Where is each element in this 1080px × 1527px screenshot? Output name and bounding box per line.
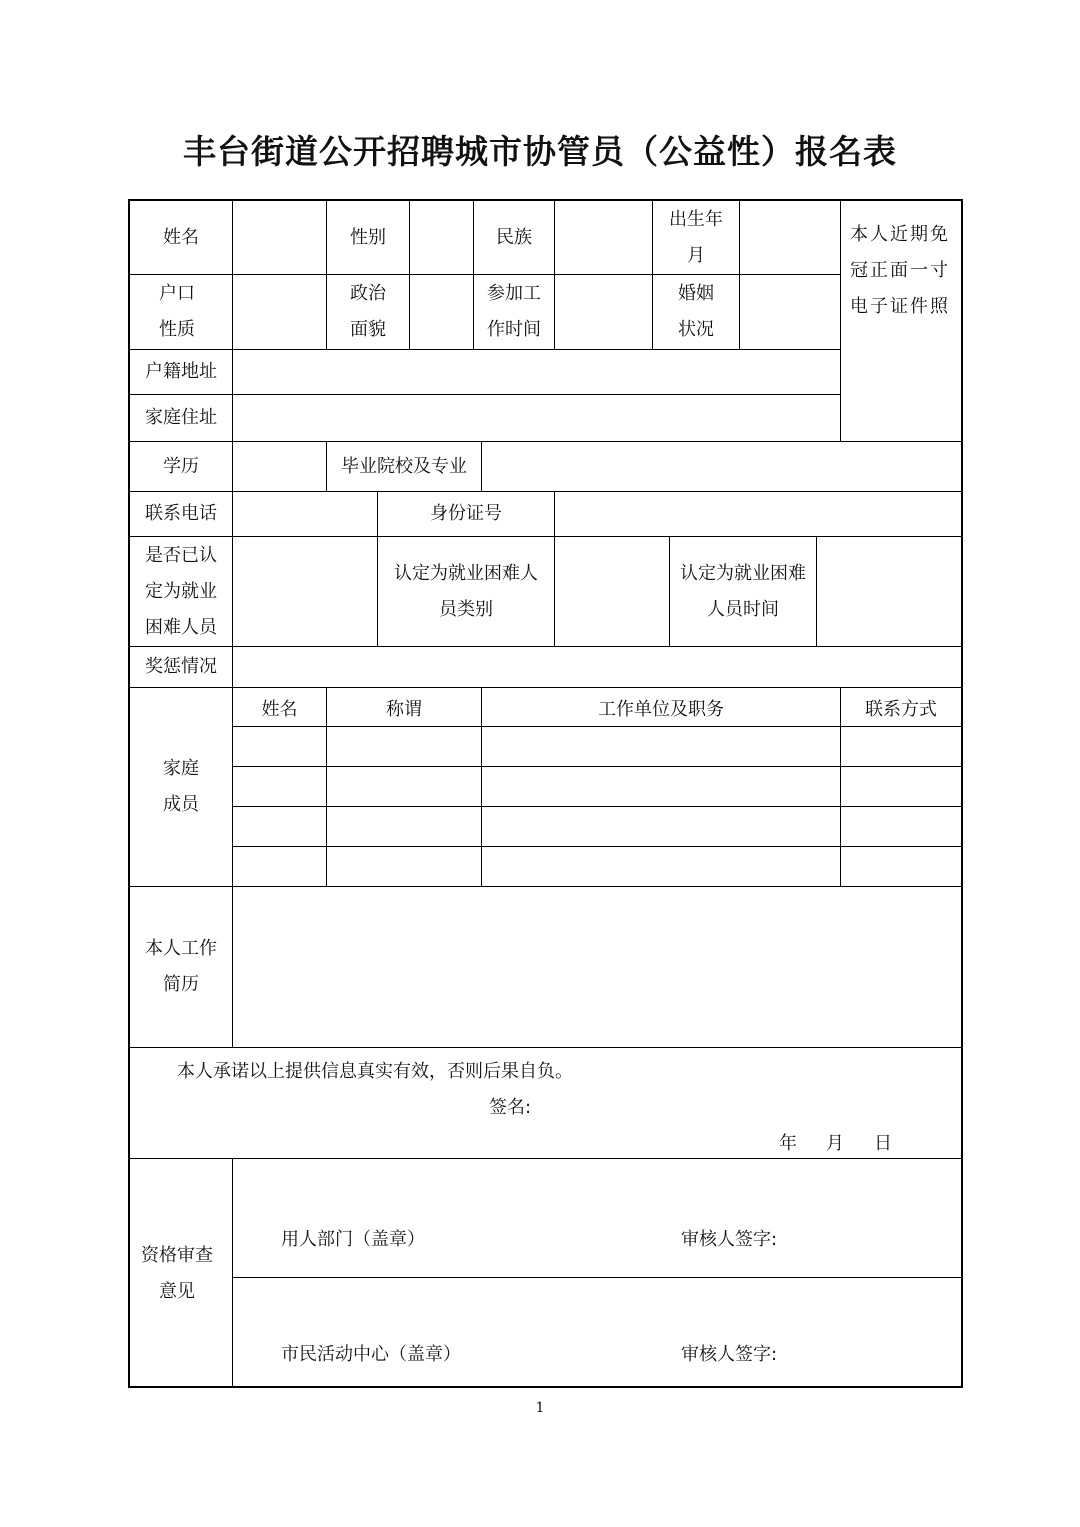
label-resume: 本人工作简历 [145, 938, 217, 995]
row-divider [128, 1047, 963, 1048]
date-year: 年 [779, 1133, 797, 1154]
family-col-employer: 工作单位及职务 [598, 699, 724, 720]
name-input[interactable] [233, 201, 326, 274]
row-divider [128, 687, 963, 688]
label-home-address: 家庭住址 [145, 407, 217, 428]
label-phone: 联系电话 [145, 503, 217, 524]
family-col-contact: 联系方式 [865, 699, 937, 720]
date-month: 月 [826, 1133, 844, 1154]
hukou-address-input[interactable] [233, 350, 840, 394]
gender-input[interactable] [410, 201, 473, 274]
label-hardship-category: 认定为就业困难人员类别 [394, 562, 538, 620]
label-hukou-address: 户籍地址 [145, 361, 217, 382]
photo-placeholder[interactable]: 本人近期免冠正面一寸电子证件照 [850, 224, 950, 317]
label-name: 姓名 [163, 226, 199, 248]
hukou-type-input[interactable] [233, 275, 326, 349]
education-input[interactable] [233, 442, 326, 491]
page-number: 1 [535, 1400, 545, 1416]
label-political: 政治面貌 [350, 283, 386, 340]
label-hukou-type: 户口性质 [159, 283, 195, 340]
pledge-sign-label: 签名: [489, 1097, 532, 1118]
label-work-start: 参加工作时间 [487, 283, 541, 340]
col-divider [232, 1158, 233, 1388]
family-row[interactable] [233, 767, 961, 806]
review-signer-2: 审核人签字: [681, 1344, 778, 1365]
family-col-name: 姓名 [261, 699, 298, 720]
label-birth: 出生年月 [669, 208, 723, 266]
signature-field[interactable] [540, 1090, 740, 1126]
id-number-input[interactable] [555, 492, 961, 536]
label-review: 资格审查意见 [141, 1244, 213, 1302]
review-dept-2: 市民活动中心（盖章） [281, 1344, 461, 1365]
pledge-text: 本人承诺以上提供信息真实有效，否则后果自负。 [177, 1061, 573, 1082]
is-hardship-input[interactable] [233, 537, 377, 646]
work-start-input[interactable] [555, 275, 652, 349]
birth-input[interactable] [740, 201, 840, 274]
col-divider [840, 199, 841, 441]
phone-input[interactable] [233, 492, 377, 536]
col-divider [669, 536, 670, 646]
label-education: 学历 [163, 455, 199, 477]
review-signer-1: 审核人签字: [681, 1229, 778, 1250]
label-rewards: 奖惩情况 [145, 656, 217, 677]
home-address-input[interactable] [233, 395, 840, 441]
school-major-input[interactable] [482, 442, 961, 491]
political-input[interactable] [410, 275, 473, 349]
hardship-time-input[interactable] [817, 537, 961, 646]
family-row[interactable] [233, 807, 961, 846]
rewards-input[interactable] [233, 647, 961, 687]
reviewer-signature-field[interactable] [790, 1337, 950, 1373]
label-school-major: 毕业院校及专业 [341, 455, 467, 477]
date-day: 日 [874, 1133, 892, 1154]
label-marital: 婚姻状况 [678, 283, 714, 340]
row-divider [232, 1277, 963, 1278]
family-row[interactable] [233, 727, 961, 766]
family-row[interactable] [233, 847, 961, 886]
hardship-category-input[interactable] [555, 537, 669, 646]
label-hardship-time: 认定为就业困难人员时间 [680, 562, 806, 620]
label-family: 家庭成员 [163, 758, 199, 815]
review-dept-1: 用人部门（盖章） [281, 1229, 425, 1250]
label-ethnicity: 民族 [496, 226, 532, 248]
label-gender: 性别 [350, 226, 386, 248]
form-title: 丰台街道公开招聘城市协管员（公益性）报名表 [183, 132, 897, 171]
family-col-relation: 称谓 [386, 699, 422, 720]
label-id-number: 身份证号 [430, 503, 502, 524]
ethnicity-input[interactable] [555, 201, 652, 274]
label-is-hardship: 是否已认定为就业困难人员 [145, 544, 217, 638]
marital-input[interactable] [740, 275, 840, 349]
col-divider [652, 199, 653, 349]
reviewer-signature-field[interactable] [790, 1222, 950, 1258]
resume-input[interactable] [233, 887, 961, 1047]
